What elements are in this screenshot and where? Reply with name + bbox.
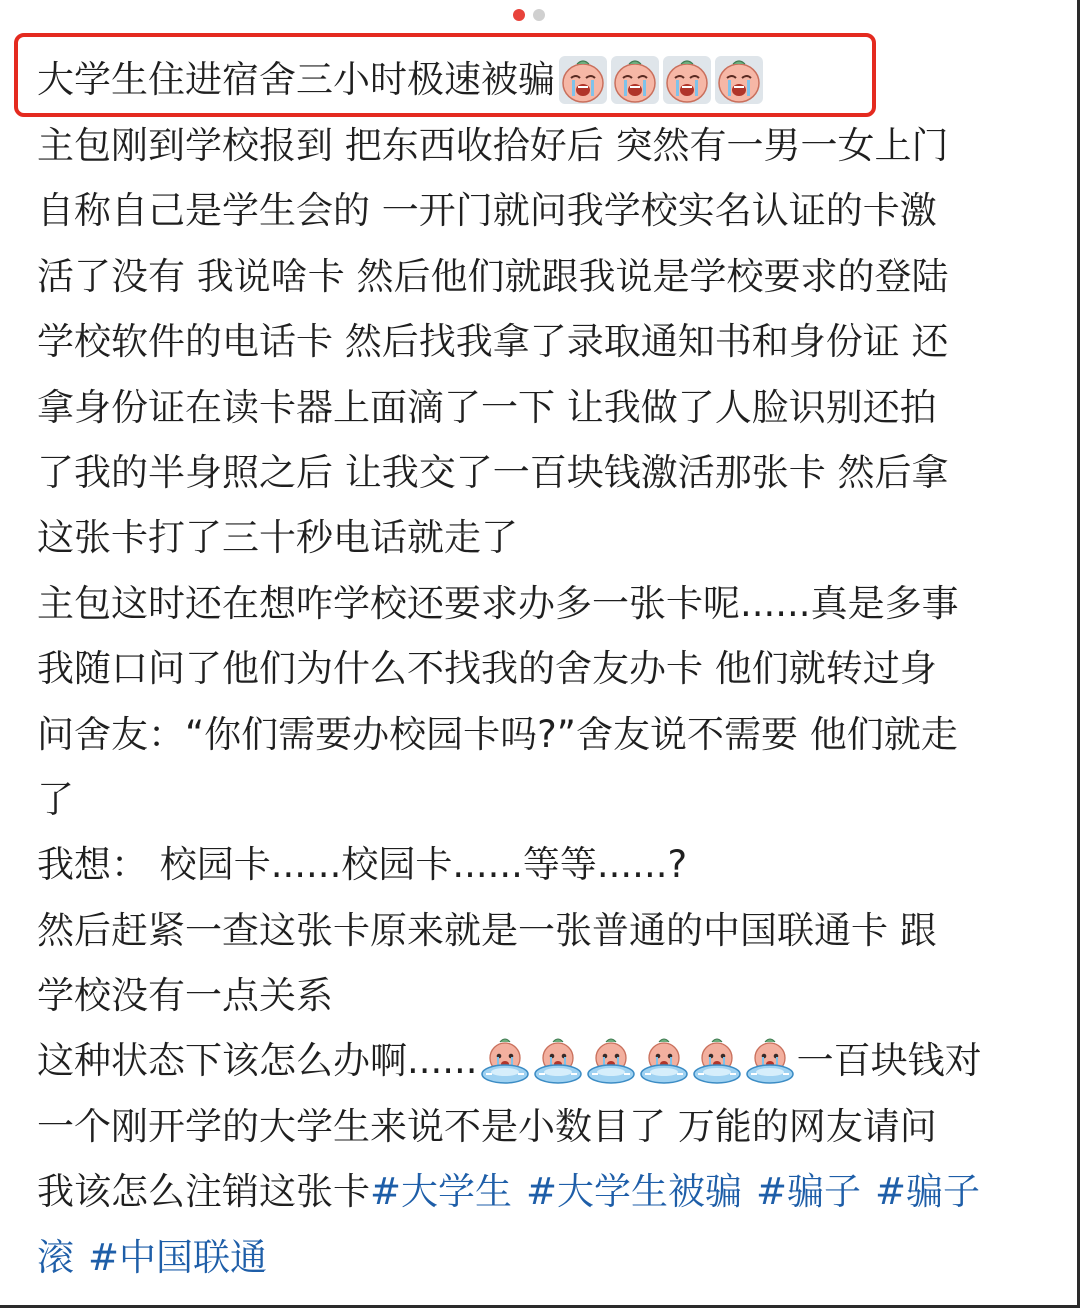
post-line (37, 113, 1042, 178)
post-line-with-emoji (37, 1028, 1042, 1093)
post-line-hashtags (37, 1159, 1042, 1224)
post-line-text: 我该怎么注销这张卡 (37, 1170, 370, 1214)
post-line (37, 832, 1042, 897)
post-title: 大学生住进宿舍三小时极速被骗 (37, 58, 555, 101)
crying-face-emoji-icon (559, 56, 607, 104)
post-line (37, 571, 1042, 636)
post-line (37, 440, 1042, 505)
crying-swim-ring-emoji-icon (745, 1036, 795, 1086)
post-line-text: 了我的半身照之后 让我交了一百块钱激活那张卡 然后拿 (37, 450, 949, 494)
post-line-text: 学校软件的电话卡 然后找我拿了录取通知书和身份证 还 (37, 320, 949, 364)
hashtag-link[interactable]: #骗子 (756, 1170, 862, 1214)
post-line-text: 一个刚开学的大学生来说不是小数目了 万能的网友请问 (37, 1104, 937, 1148)
post-line-text: 自称自己是学生会的 一开门就问我学校实名认证的卡激 (37, 189, 937, 233)
post-line (37, 898, 1042, 963)
post-line (37, 244, 1042, 309)
hashtag-link-continuation[interactable]: 滚 (37, 1235, 74, 1279)
post-line-text: 我想： 校园卡......校园卡......等等......? (37, 843, 688, 887)
crying-swim-ring-emoji-icon (480, 1036, 530, 1086)
post-line-text: 了 (37, 777, 74, 821)
hashtag-link[interactable]: #大学生被骗 (526, 1170, 743, 1214)
post-line (37, 309, 1042, 374)
crying-swim-ring-emoji-icon (586, 1036, 636, 1086)
post-line (37, 636, 1042, 701)
post-line-text: 这张卡打了三十秒电话就走了 (37, 516, 518, 560)
post-line-text: 活了没有 我说啥卡 然后他们就跟我说是学校要求的登陆 (37, 254, 949, 298)
post-line-text: 拿身份证在读卡器上面滴了一下 让我做了人脸识别还拍 (37, 385, 937, 429)
post-line (37, 963, 1042, 1028)
title-emoji-group (559, 56, 763, 104)
post-line (37, 702, 1042, 767)
crying-swim-ring-emoji-icon (639, 1036, 689, 1086)
post-line-text: 我随口问了他们为什么不找我的舍友办卡 他们就转过身 (37, 647, 937, 691)
hashtag-link[interactable]: #大学生 (370, 1170, 513, 1214)
post-line (37, 767, 1042, 832)
crying-face-emoji-icon (663, 56, 711, 104)
post-title-row (37, 46, 763, 114)
post-line (37, 1094, 1042, 1159)
post-line-text: 学校没有一点关系 (37, 974, 333, 1018)
crying-face-emoji-icon (715, 56, 763, 104)
post-body (37, 113, 1042, 1290)
hashtag-link[interactable]: #中国联通 (88, 1235, 268, 1279)
post-line (37, 178, 1042, 243)
post-line-text: 主包刚到学校报到 把东西收拾好后 突然有一男一女上门 (37, 124, 949, 167)
hashtag-link[interactable]: #骗子 (875, 1170, 981, 1214)
pagination-dot-active[interactable] (513, 9, 525, 21)
crying-face-emoji-icon (611, 56, 659, 104)
post-line (37, 375, 1042, 440)
swim-ring-emoji-group (480, 1036, 795, 1086)
post-line-text: 一百块钱对 (796, 1039, 982, 1083)
post-line-text: 主包这时还在想咋学校还要求办多一张卡呢......真是多事 (37, 581, 959, 625)
post-line-text: 然后赶紧一查这张卡原来就是一张普通的中国联通卡 跟 (37, 908, 937, 952)
post-line-text: 问舍友：“你们需要办校园卡吗?”舍友说不需要 他们就走 (37, 712, 958, 756)
post-line-hashtags (37, 1225, 1042, 1290)
pagination-dot[interactable] (533, 9, 545, 21)
crying-swim-ring-emoji-icon (692, 1036, 742, 1086)
post-line-text: 这种状态下该怎么办啊...... (37, 1039, 478, 1083)
image-pagination (513, 9, 545, 21)
post-line (37, 505, 1042, 570)
crying-swim-ring-emoji-icon (533, 1036, 583, 1086)
